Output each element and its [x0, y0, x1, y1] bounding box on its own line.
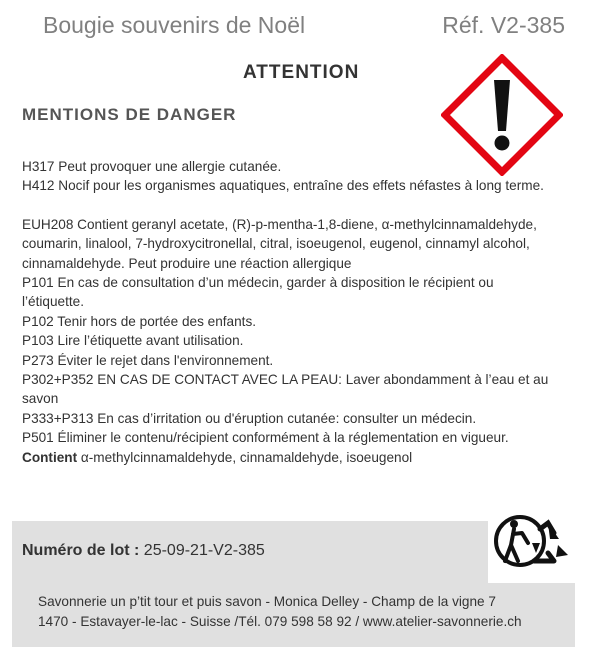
footer-line-1: Savonnerie un p’tit tour et puis savon - Monica Delley - Champ de la vigne 7 — [38, 594, 496, 609]
contains-value: α-methylcinnamaldehyde, cinnamaldehyde, isoeugenol — [77, 449, 413, 465]
hazard-section-title: MENTIONS DE DANGER — [22, 105, 237, 124]
lot-label: Numéro de lot : — [22, 542, 140, 559]
contains-line — [22, 448, 557, 467]
footer-line-2: 1470 - Estavayer-le-lac - Suisse /Tél. 079 598 58 92 / www.atelier-savonnerie.ch — [38, 614, 522, 629]
precautionary-statement: P101 En cas de consultation d’un médecin, garder à disposition le récipient ou l’étiquette. — [22, 275, 494, 310]
precautionary-statement: P103 Lire l’étiquette avant utilisation. — [22, 333, 244, 349]
triman-box — [488, 503, 574, 583]
precautionary-statement: P333+P313 En cas d’irritation ou d'éruption cutanée: consulter un médecin. — [22, 410, 477, 426]
hazard-statement: H412 Nocif pour les organismes aquatiques, entraîne des effets néfastes à long terme. — [22, 178, 544, 194]
lot-number — [22, 542, 265, 560]
footer-address — [38, 592, 522, 632]
hazard-statement: H317 Peut provoquer une allergie cutanée. — [22, 159, 282, 174]
footer-band — [12, 583, 575, 647]
product-reference: Réf. V2-385 — [442, 12, 565, 38]
precautionary-statement: P273 Éviter le rejet dans l'environnement. — [22, 352, 274, 368]
lot-value: 25-09-21-V2-385 — [139, 542, 265, 559]
signal-word: ATTENTION — [243, 62, 360, 83]
statements-block — [22, 157, 557, 467]
precautionary-statement: P102 Tenir hors de portée des enfants. — [22, 313, 257, 329]
contains-label: Contient — [22, 449, 78, 465]
euh-statement: EUH208 Contient geranyl acetate, (R)-p-mentha-1,8-diene, α-methylcinnamaldehyde, coumarin, linalool, 7-hydroxycitronellal, citral, isoeugenol, eugenol, cinnamyl alcohol, cinnamaldehyde. Peut produire une réaction allergique — [22, 216, 537, 271]
product-name: Bougie souvenirs de Noël — [43, 12, 306, 38]
label-header — [43, 12, 565, 42]
triman-recycling-icon — [488, 503, 574, 583]
precautionary-statement: P501 Éliminer le contenu/récipient conformément à la réglementation en vigueur. — [22, 430, 509, 446]
precautionary-statement: P302+P352 EN CAS DE CONTACT AVEC LA PEAU: Laver abondamment à l’eau et au savon — [22, 372, 549, 407]
